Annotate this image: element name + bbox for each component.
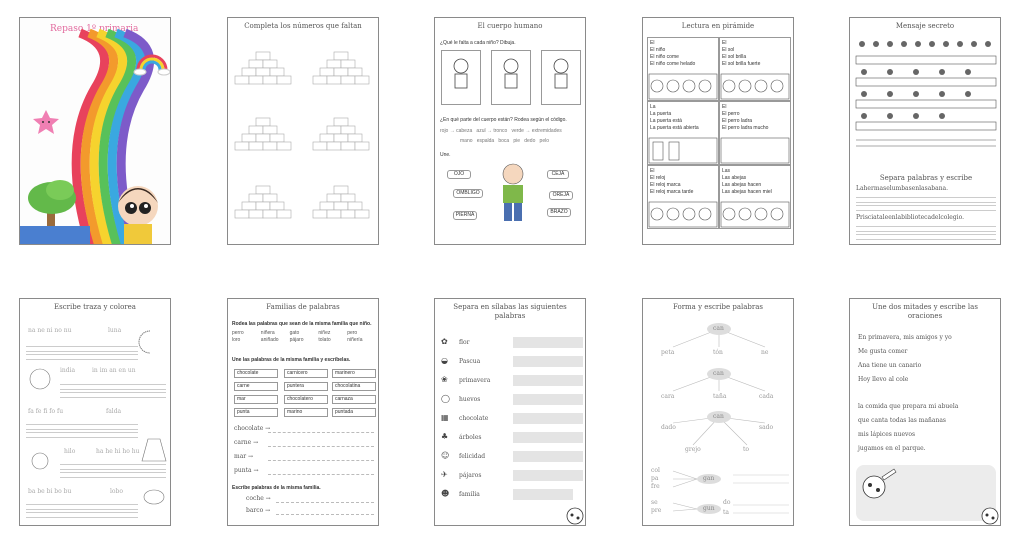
list-item (441, 449, 583, 468)
syllable[interactable]: dado (661, 424, 676, 431)
word[interactable]: mano (460, 138, 473, 144)
syllable-list (441, 335, 583, 506)
word: familia (459, 491, 480, 498)
trace-row-3: fa fe fi fo fu (28, 408, 64, 415)
scrambled-sentence-2: Prisciataleenlabibliotecadelcolegio. (856, 214, 965, 221)
instruction-3: Escribe palabras de la misma familia. (232, 485, 321, 491)
answer-box[interactable] (513, 432, 583, 443)
match-word[interactable]: marinero (332, 369, 376, 378)
match-word[interactable]: punta (234, 408, 278, 417)
line: El perro (722, 111, 740, 117)
sentence-half[interactable]: la comida que prepara mi abuela (858, 403, 959, 410)
sentence-half[interactable]: mis lápices nuevos (858, 431, 916, 438)
writing-line[interactable] (268, 446, 374, 447)
child-figure (483, 158, 543, 228)
syllable[interactable]: pre (651, 507, 662, 514)
word[interactable]: niñería (347, 337, 363, 343)
line: El niño (650, 47, 666, 53)
center-syllable: can (713, 413, 724, 420)
word: árboles (459, 434, 482, 441)
syllable[interactable]: tón (713, 349, 723, 356)
form-words-page[interactable] (642, 298, 794, 526)
word: flor (459, 339, 470, 346)
list-item (441, 468, 583, 487)
word[interactable]: niñera (260, 330, 275, 336)
center-syllable: gun (703, 505, 715, 512)
word: primavera (459, 377, 491, 384)
reading-pyramid-page[interactable] (642, 17, 794, 245)
line: El niño come helado (650, 61, 696, 67)
sentence-half[interactable]: Hoy llevo al cole (858, 376, 909, 383)
word[interactable]: dedo (524, 138, 536, 144)
smiley-icon: ☺ (441, 451, 450, 460)
syllable[interactable]: taña (713, 393, 727, 400)
syllable[interactable]: pa (651, 475, 659, 482)
line: La puerta (650, 111, 672, 117)
label-leg[interactable]: PIERNA (453, 211, 477, 220)
page-title: El cuerpo humano (477, 22, 543, 30)
writing-line[interactable] (856, 205, 996, 211)
match-word[interactable]: puntera (284, 382, 328, 391)
word: chocolate (459, 415, 489, 422)
answer-box[interactable] (513, 356, 583, 367)
page-title: Une dos mitades y escribe las oraciones (872, 303, 978, 320)
question-2: ¿En qué parte del cuerpo están? Rodea según el código. (440, 117, 567, 123)
section-title: Separa palabras y escribe (879, 174, 973, 182)
answer-box[interactable] (513, 337, 583, 348)
line: El niño come (650, 54, 679, 60)
syllable[interactable]: fre (651, 483, 660, 490)
chocolate-icon: ▦ (441, 413, 449, 422)
word[interactable]: tolato (318, 337, 331, 343)
center-syllable: can (713, 370, 724, 377)
word: Pascua (459, 358, 481, 365)
sentence-half[interactable]: En primavera, mis amigos y yo (858, 334, 952, 341)
answer-box[interactable] (513, 413, 583, 424)
sentence-half[interactable]: Ana tiene un canario (858, 362, 922, 369)
word[interactable]: pájaro (289, 337, 304, 343)
list-item (441, 392, 583, 411)
answer-box[interactable] (513, 489, 573, 500)
family-icon: ☻ (441, 489, 450, 498)
syllable[interactable]: se (651, 499, 658, 506)
match-word[interactable]: marino (284, 408, 328, 417)
word[interactable]: loro (232, 337, 241, 343)
picture-strips (643, 18, 794, 245)
label-eye[interactable]: OJO (447, 170, 471, 179)
page-title: Familias de palabras (266, 303, 340, 311)
writing-line[interactable] (856, 226, 996, 232)
word: pájaros (459, 472, 482, 479)
page-title: Forma y escribe palabras (673, 303, 763, 311)
label-navel[interactable]: OMBLIGO (453, 189, 483, 198)
label-ear[interactable]: OREJA (549, 191, 573, 200)
answer-box[interactable] (513, 394, 583, 405)
line: Las abejas hacen miel (722, 189, 772, 195)
line: El reloj (650, 175, 666, 181)
match-word[interactable]: carnaza (332, 395, 376, 404)
syllable[interactable]: col (651, 467, 660, 474)
flower-icon: ✿ (441, 337, 448, 346)
word[interactable]: pelo (539, 138, 549, 144)
answer-box[interactable] (513, 470, 583, 481)
family-head: mar → (234, 453, 254, 460)
writing-line[interactable] (856, 197, 996, 203)
match-word[interactable]: chocolate (234, 369, 278, 378)
line: El perro ladra mucho (722, 125, 769, 131)
sentence-half[interactable]: que canta todas las mañanas (858, 417, 946, 424)
word[interactable]: pie (513, 138, 521, 144)
trace-row-5: ba be bi bo bu (28, 488, 72, 495)
family-head: chocolate → (234, 425, 271, 432)
children-drawings (435, 50, 586, 110)
trace-word-4: hilo (64, 448, 76, 455)
trace-write-page[interactable] (19, 298, 171, 526)
word-families-page[interactable] (227, 298, 379, 526)
syllable[interactable]: grejo (685, 446, 701, 453)
label-arm[interactable]: BRAZO (547, 208, 571, 217)
line: El sol brilla (722, 54, 747, 60)
instruction-2: Une las palabras de la misma familia y escríbelas. (232, 357, 351, 363)
eggs-icon: ◯ (441, 394, 450, 403)
word: felicidad (459, 453, 486, 460)
family-head: carne → (234, 439, 259, 446)
line: La puerta está abierta (650, 125, 699, 131)
match-word[interactable]: chocolatina (332, 382, 376, 391)
word[interactable]: pero (347, 330, 358, 336)
pyramid-grid (228, 40, 379, 245)
body-words (460, 138, 549, 145)
word[interactable]: gato (289, 330, 300, 336)
number-pyramids-page[interactable] (227, 17, 379, 245)
match-col-mid (284, 369, 328, 421)
word[interactable]: espalda (476, 138, 495, 144)
answer-box[interactable] (513, 451, 583, 462)
cover-page[interactable] (19, 17, 171, 245)
sentence-half[interactable]: Me gusta comer (858, 348, 908, 355)
match-word[interactable]: mar (234, 395, 278, 404)
line: El sol brilla fuerte (722, 61, 761, 67)
match-word[interactable]: puntada (332, 408, 376, 417)
word-grid (232, 330, 376, 344)
match-word[interactable]: carne (234, 382, 278, 391)
tree-icon: ♣ (441, 432, 449, 441)
line: El (722, 40, 727, 46)
syllable[interactable]: do (723, 499, 731, 506)
list-item (441, 335, 583, 354)
secret-message-page[interactable] (849, 17, 1001, 245)
family-head: punta → (234, 467, 259, 474)
word[interactable]: boca (498, 138, 510, 144)
page-title: Separa en sílabas las siguientes palabras (453, 303, 567, 320)
rainbow-illustration (20, 18, 171, 245)
line: El (650, 168, 655, 174)
line: El (650, 40, 655, 46)
match-word[interactable]: carnicero (284, 369, 328, 378)
writing-line[interactable] (268, 460, 374, 461)
page-title: Escribe traza y colorea (54, 303, 136, 311)
page-title: Completa los números que faltan (244, 22, 362, 30)
bird-icon: ✈ (441, 470, 448, 479)
trace-word-1: luna (108, 327, 122, 334)
list-item (441, 373, 583, 392)
line: Las abejas hacen (722, 182, 762, 188)
line: La (650, 104, 656, 110)
word: huevos (459, 396, 481, 403)
syllable[interactable]: ta (723, 509, 729, 516)
label-eyebrow[interactable]: CEJA (547, 170, 569, 179)
writing-line[interactable] (268, 432, 374, 433)
line: El reloj marca tarde (650, 189, 694, 195)
question-1: ¿Qué le falta a cada niño? Dibuja. (440, 40, 516, 46)
line: La puerta está (650, 118, 682, 124)
syllables-page[interactable] (434, 298, 586, 526)
match-col-right (332, 369, 376, 421)
word[interactable]: niñez (318, 330, 331, 336)
trace-row-2: in im an en un (92, 367, 136, 374)
trace-row-1: na ne ni no nu (28, 327, 72, 334)
ladybug-icon (565, 505, 585, 525)
scrambled-sentence-1: Lahermaselumbasenlasabana. (856, 185, 949, 192)
list-item (441, 487, 583, 506)
coloring-pictures (20, 299, 171, 526)
trace-word-3: falda (106, 408, 122, 415)
symbol-code-grid (850, 36, 1001, 156)
syllable[interactable]: peta (661, 349, 675, 356)
code-red: rojo → cabeza (440, 128, 473, 134)
syllable[interactable]: to (743, 446, 750, 453)
cover-title: Repaso 1º primaria (50, 24, 139, 34)
answer-box[interactable] (513, 375, 583, 386)
writing-line[interactable] (276, 502, 374, 503)
color-code (440, 128, 562, 135)
question-3: Une. (440, 152, 451, 158)
ladybug-icon (980, 505, 1000, 525)
writing-line[interactable] (856, 234, 996, 240)
line: El reloj marca (650, 182, 681, 188)
syllable[interactable]: cada (759, 393, 774, 400)
family-item: barco → (246, 507, 271, 514)
instruction-1: Rodea las palabras que sean de la misma familia que niño. (232, 321, 372, 327)
trace-row-4: ha he hi ho hu (96, 448, 140, 455)
code-green: verde → extremidades (511, 128, 562, 134)
writing-line[interactable] (276, 514, 374, 515)
syllable[interactable]: cara (661, 393, 675, 400)
writing-line[interactable] (268, 474, 374, 475)
line: Las abejas (722, 175, 747, 181)
egg-icon: ◒ (441, 356, 448, 365)
line: Las (722, 168, 731, 174)
match-word[interactable]: chocolatero (284, 395, 328, 404)
center-syllable: gan (703, 475, 715, 482)
line: El (722, 104, 727, 110)
list-item (441, 430, 583, 449)
trace-word-5: lobo (110, 488, 123, 495)
syllable[interactable]: sado (759, 424, 774, 431)
word[interactable]: aniñado (260, 337, 279, 343)
family-item: coche → (246, 495, 271, 502)
spring-icon: ❀ (441, 375, 448, 384)
line: El perro ladra (722, 118, 753, 124)
code-blue: azul → tronco (476, 128, 508, 134)
sentence-half[interactable]: jugamos en el parque. (858, 445, 926, 452)
center-syllable: can (713, 325, 724, 332)
body-page[interactable] (434, 17, 586, 245)
join-halves-page[interactable] (849, 298, 1001, 526)
list-item (441, 354, 583, 373)
syllable[interactable]: ne (761, 349, 769, 356)
page-title: Mensaje secreto (895, 22, 955, 30)
line: El sol (722, 47, 735, 53)
word[interactable]: perro (232, 330, 244, 336)
list-item (441, 411, 583, 430)
ladybug-pencil-icon (858, 467, 898, 507)
match-col-left (234, 369, 278, 421)
page-title: Lectura en pirámide (681, 22, 755, 30)
trace-word-2: india (60, 367, 76, 374)
